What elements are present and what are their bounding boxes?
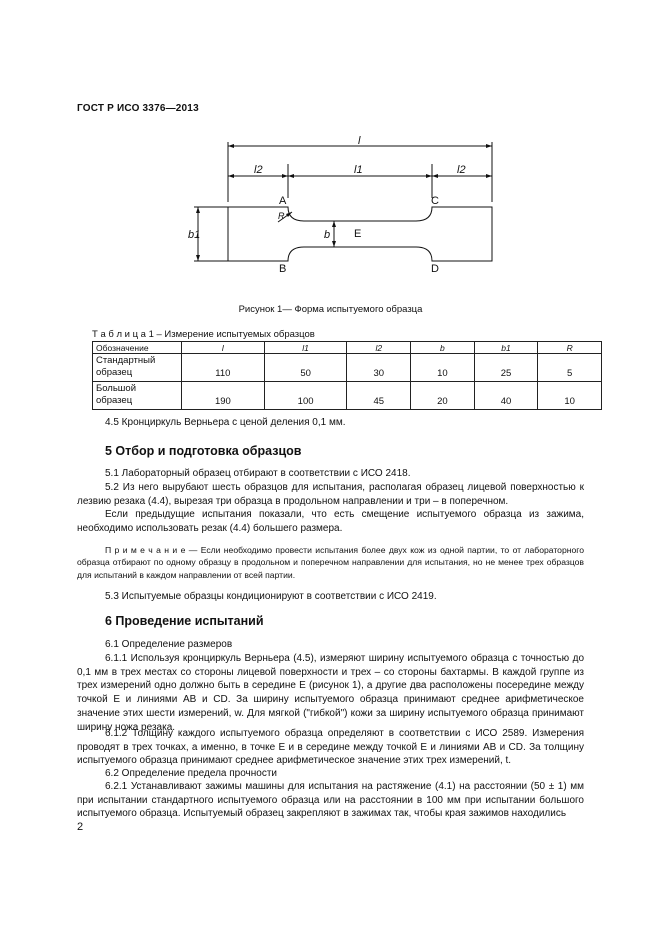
table-row: [93, 354, 602, 382]
column-header: l: [182, 342, 265, 354]
table-cell: 110: [182, 354, 265, 382]
paragraph-5-1: 5.1 Лабораторный образец отбирают в соответствии с ИСО 2418.: [105, 468, 411, 479]
label-l1: l1: [354, 164, 363, 176]
column-header: l2: [347, 342, 411, 354]
label-l: l: [358, 136, 361, 147]
section-6-title: 6 Проведение испытаний: [105, 614, 264, 628]
table-cell: 20: [411, 382, 475, 410]
table-cell: 40: [474, 382, 538, 410]
table-cell: 10: [411, 354, 475, 382]
label-b1: b1: [188, 229, 201, 241]
paragraph-5-3: 5.3 Испытуемые образцы кондиционируют в соответствии с ИСО 2419.: [105, 591, 437, 602]
specimen-figure: [180, 136, 500, 306]
label-l2-left: l2: [254, 164, 263, 176]
label-point-b: B: [279, 263, 287, 275]
note: П р и м е ч а н и е — Если необходимо провести испытания более двух кож из одной партии, то от лабораторного образца отбирают по одному образцу в продольном и поперечном направлении для испытания, но не менее трех образцов для испытаний в каждом направлении от всей партии.: [77, 545, 584, 580]
paragraph-6-2-1: 6.2.1 Устанавливают зажимы машины для испытания на растяжение (4.1) на расстоянии (50 ± 1) мм при испытании стандартного испытуемого образца или на расстоянии в 100 мм при испытании большого испытуемого образца. Испытуемый образец закрепляют в зажимах так, чтобы края зажимов находились: [77, 781, 584, 820]
paragraph-6-1-1: 6.1.1 Используя кронциркуль Верньера (4.5), измеряют ширину испытуемого образца с точностью до 0,1 мм в трех местах со стороны лицевой поверхности и трех – со стороны бахтармы. В каждой группе из трех измерений одно должно быть в середине E (рисунок 1), а другие два расположены посередине между точкой E и линиями AB и CD. За ширину испытуемого образца принимают среднее арифметическое значение этих шести измерений, w. Для мягкой ("гибкой") кожи за ширину испытуемого образца принимают ширину ножа резака.: [77, 653, 584, 733]
column-header: b: [411, 342, 475, 354]
label-radius: R: [278, 211, 285, 221]
section-5-title: 5 Отбор и подготовка образцов: [105, 444, 302, 458]
paragraph-6-1-2: 6.1.2 Толщину каждого испытуемого образца определяют в соответствии с ИСО 2589. Измерения проводят в трех точках, а именно, в точке E и в середине между точкой E и линиями AB и CD. За толщину испытуемого образца принимают среднее арифметическое значение этих трех измерений, t.: [77, 728, 584, 767]
table-cell: 30: [347, 354, 411, 382]
paragraph-4-5: 4.5 Кронциркуль Верньера с ценой деления 0,1 мм.: [105, 417, 346, 428]
document-header: ГОСТ Р ИСО 3376—2013: [77, 103, 199, 114]
column-header: R: [538, 342, 602, 354]
table-cell: 190: [182, 382, 265, 410]
paragraph-5-2-continued: Если предыдущие испытания показали, что есть смещение испытуемого образца из зажима, необходимо использовать резак (4.4) большего размера.: [77, 509, 584, 534]
column-header: Обозначение: [93, 342, 182, 354]
page-number: 2: [77, 821, 84, 833]
table-cell: 10: [538, 382, 602, 410]
table-cell: 25: [474, 354, 538, 382]
label-point-e: E: [354, 228, 362, 240]
table-cell: 50: [264, 354, 347, 382]
label-l2-right: l2: [457, 164, 466, 176]
table-row: [93, 382, 602, 410]
table-caption: Т а б л и ц а 1 – Измерение испытуемых образцов: [92, 329, 315, 340]
column-header: b1: [474, 342, 538, 354]
label-point-c: C: [431, 195, 439, 207]
column-header: l1: [264, 342, 347, 354]
paragraph-6-2: 6.2 Определение предела прочности: [105, 768, 278, 779]
figure-caption: Рисунок 1— Форма испытуемого образца: [238, 304, 423, 315]
specimen-dimensions-table: [92, 341, 602, 410]
paragraph-6-1: 6.1 Определение размеров: [105, 639, 233, 650]
row-name: Стандартный образец: [93, 354, 182, 382]
label-point-a: A: [279, 195, 287, 207]
table-cell: 5: [538, 354, 602, 382]
table-cell: 100: [264, 382, 347, 410]
label-b: b: [324, 229, 331, 241]
label-point-d: D: [431, 263, 439, 275]
row-name: Большой образец: [93, 382, 182, 410]
paragraph-5-2: 5.2 Из него вырубают шесть образцов для испытания, располагая образец лицевой поверхностью к лезвию резака (4.4), вырезая три образца в продольном направлении и три – в поперечном.: [77, 482, 584, 507]
table-cell: 45: [347, 382, 411, 410]
table-header-row: [93, 342, 602, 354]
